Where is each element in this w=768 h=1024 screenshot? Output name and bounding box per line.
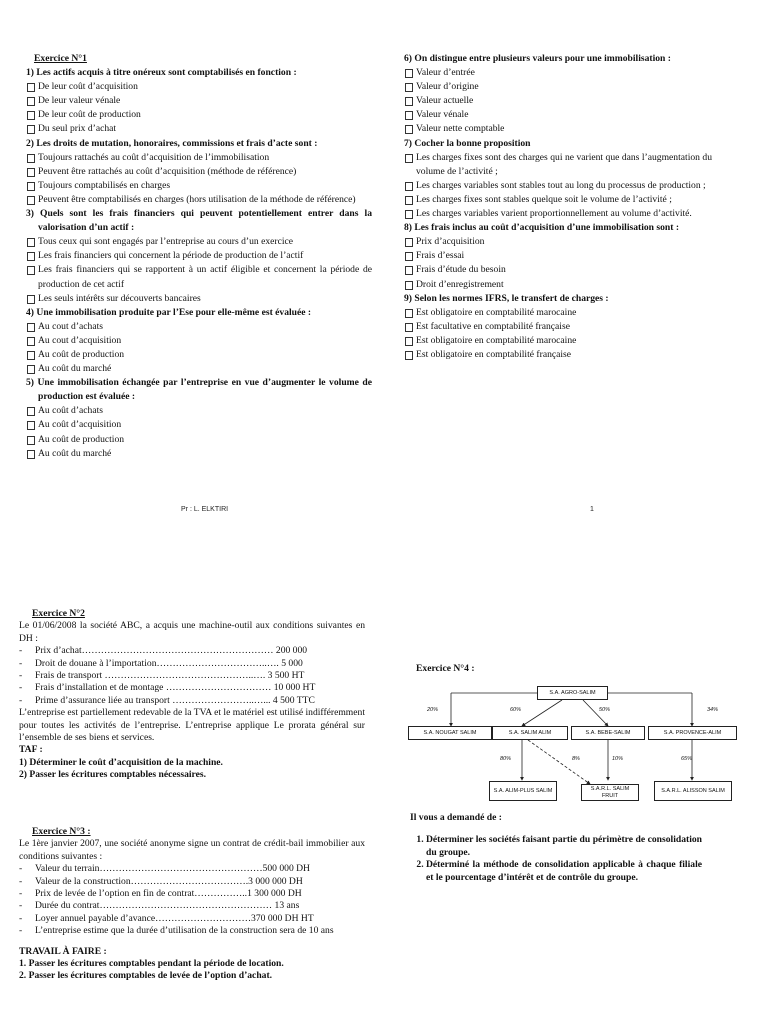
option-checkbox[interactable]: Au coût du marché [26, 362, 372, 376]
org-chart [405, 683, 765, 808]
org-box-subsidiary: S.A. ALIM-PLUS SALIM [489, 781, 557, 801]
question-4: 4) Une immobilisation produite par l’Ese pour elle-même est évaluée : [26, 306, 312, 318]
list-item: - Frais d’installation et de montage …………………………… 10 000 HT [19, 682, 316, 694]
option-checkbox[interactable]: Peuvent être comptabilisés en charges (hors utilisation de la méthode de référence) [26, 193, 372, 207]
option-checkbox[interactable]: Frais d’étude du besoin [404, 263, 712, 277]
ownership-percentage: 50% [599, 707, 611, 713]
question-6: 6) On distingue entre plusieurs valeurs pour une immobilisation : [404, 53, 671, 64]
option-checkbox[interactable]: Les charges fixes sont stables quelque soit le volume de l’activité ; [404, 193, 712, 207]
exercise-3-title: Exercice N°3 : [32, 826, 91, 837]
org-box-subsidiary: S.A. SALIM ALIM [492, 726, 568, 740]
ownership-percentage: 10% [612, 756, 624, 762]
option-checkbox[interactable]: Valeur d’entrée [404, 66, 712, 80]
list-item: - L’entreprise estime que la durée d’utilisation de la construction sera de 10 ans [19, 925, 334, 937]
option-checkbox[interactable]: De leur valeur vénale [26, 94, 372, 108]
exercise-2-title: Exercice N°2 [32, 608, 85, 619]
option-checkbox[interactable]: Les charges variables varient proportionnellement au volume d’activité. [404, 207, 712, 221]
option-checkbox[interactable]: Est facultative en comptabilité française [404, 320, 712, 334]
exercise-2 [19, 608, 365, 782]
exercise-3-task-1: 1. Passer les écritures comptables pendant la période de location. [19, 958, 284, 970]
option-checkbox[interactable]: Valeur nette comptable [404, 122, 712, 136]
question-3: 3) Quels sont les frais financiers qui peuvent potentiellement entrer dans la valorisation d’un actif : [26, 208, 372, 234]
list-item: - Valeur du terrain……………………………………………500 000 DH [19, 863, 310, 875]
exercise-3-taf: TRAVAIL À FAIRE : [19, 945, 107, 957]
exercise-3 [19, 826, 365, 983]
option-checkbox[interactable]: Au coût de production [26, 433, 372, 447]
org-box-subsidiary: S.A.R.L. ALISSON SALIM [654, 781, 732, 801]
option-checkbox[interactable]: De leur coût de production [26, 108, 372, 122]
option-checkbox[interactable]: Les charges fixes sont des charges qui ne varient que dans l’augmentation du volume de l’activité ; [404, 151, 712, 179]
option-checkbox[interactable]: Valeur d’origine [404, 80, 712, 94]
exercise-2-task-2: 2) Passer les écritures comptables nécessaires. [19, 769, 207, 781]
exercise-2-taf: TAF : [19, 744, 43, 756]
question-1: 1) Les actifs acquis à titre onéreux sont comptabilisés en fonction : [26, 67, 297, 79]
option-checkbox[interactable]: Tous ceux qui sont engagés par l’entreprise au cours d’un exercice [26, 235, 372, 249]
option-checkbox[interactable]: Valeur vénale [404, 108, 712, 122]
question-9: 9) Selon les normes IFRS, le transfert de charges : [404, 292, 609, 304]
org-box-subsidiary: S.A. NOUGAT SALIM [408, 726, 492, 740]
list-item: - Prime d’assurance liée au transport ……………………..…... 4 500 TTC [19, 694, 315, 706]
ownership-percentage: 20% [427, 707, 439, 713]
option-checkbox[interactable]: Est obligatoire en comptabilité française [404, 348, 712, 362]
question-2: 2) Les droits de mutation, honoraires, commissions et frais d’acte sont : [26, 137, 318, 149]
exercise-1-title: Exercice N°1 [34, 53, 87, 64]
exercise-2-text: L’entreprise est partiellement redevable de la TVA et le matériel est utilisé indifféremment pour toutes les activités de l’entreprise. L’entreprise applique Le prorata général sur l’ensemble de ses biens et services. [19, 707, 365, 744]
exercise-2-intro: Le 01/06/2008 la société ABC, a acquis une machine-outil aux conditions suivantes en DH : [19, 620, 365, 644]
exercise-3-task-2: 2. Passer les écritures comptables de levée de l’option d’achat. [19, 970, 273, 982]
exercise-4-task-2: 2. Déterminé la méthode de consolidation applicable à chaque filiale et le pourcentage d’intérêt et de contrôle du groupe. [426, 859, 702, 884]
option-checkbox[interactable]: Est obligatoire en comptabilité marocaine [404, 334, 712, 348]
question-7: 7) Cocher la bonne proposition [404, 137, 531, 149]
option-checkbox[interactable]: Peuvent être rattachés au coût d’acquisition (méthode de référence) [26, 165, 372, 179]
option-checkbox[interactable]: Au coût d’achats [26, 404, 372, 418]
list-item: - Valeur de la construction……………………………….3 000 000 DH [19, 875, 303, 887]
footer-author: Pr : L. ELKTIRI [181, 506, 229, 513]
list-item: - Durée du contrat……………………………………………… 13 ans [19, 900, 300, 912]
org-box-subsidiary: S.A.R.L. SALIM FRUIT [581, 784, 639, 801]
option-checkbox[interactable]: Toujours rattachés au coût d’acquisition de l’immobilisation [26, 151, 372, 165]
list-item: - Droit de douane à l’importation……………………………..…. 5 000 [19, 657, 303, 669]
ownership-percentage: 60% [510, 707, 522, 713]
exercise-1-left-column [26, 52, 372, 461]
exercise-4-asked: Il vous a demandé de : [410, 812, 502, 823]
option-checkbox[interactable]: Les frais financiers qui se rapportent à un actif éligible et concernent la période de production de cet actif [26, 263, 372, 291]
option-checkbox[interactable]: Les charges variables sont stables tout au long du processus de production ; [404, 179, 712, 193]
ownership-percentage: 8% [572, 756, 580, 762]
list-item: - Prix d’achat…………………………………………………… 200 000 [19, 645, 308, 657]
exercise-4-task-1: 1. Déterminer les sociétés faisant partie du périmètre de consolidation du groupe. [426, 834, 702, 859]
exercise-4-title: Exercice N°4 : [416, 663, 475, 674]
option-checkbox[interactable]: Au cout d’acquisition [26, 334, 372, 348]
org-box-subsidiary: S.A. BEBE-SALIM [571, 726, 645, 740]
option-checkbox[interactable]: Les frais financiers qui concernent la période de production de l’actif [26, 249, 372, 263]
option-checkbox[interactable]: Les seuls intérêts sur découverts bancaires [26, 292, 372, 306]
org-box-subsidiary: S.A. PROVENCE-ALIM [648, 726, 737, 740]
option-checkbox[interactable]: Frais d’essai [404, 249, 712, 263]
exercise-4-text [410, 812, 702, 884]
list-item: - Prix de levée de l’option en fin de contrat……………..1 300 000 DH [19, 888, 302, 900]
footer-page-number: 1 [590, 506, 594, 513]
option-checkbox[interactable]: Au cout d’achats [26, 320, 372, 334]
ownership-percentage: 80% [500, 756, 512, 762]
exercise-2-task-1: 1) Déterminer le coût d’acquisition de la machine. [19, 756, 223, 768]
question-8: 8) Les frais inclus au coût d’acquisition d’une immobilisation sont : [404, 222, 680, 234]
option-checkbox[interactable]: Prix d’acquisition [404, 235, 712, 249]
option-checkbox[interactable]: Toujours comptabilisés en charges [26, 179, 372, 193]
exercise-1-right-column [404, 52, 712, 362]
option-checkbox[interactable]: Au coût d’acquisition [26, 418, 372, 432]
list-item: - Loyer annuel payable d’avance…………………………370 000 DH HT [19, 912, 314, 924]
ownership-percentage: 34% [707, 707, 719, 713]
exercise-3-intro: Le 1ère janvier 2007, une société anonyme signe un contrat de crédit-bail immobilier aux conditions suivantes : [19, 838, 365, 862]
option-checkbox[interactable]: Au coût du marché [26, 447, 372, 461]
option-checkbox[interactable]: Au coût de production [26, 348, 372, 362]
list-item: - Frais de transport ………………………………………..…. 3 500 HT [19, 670, 305, 682]
option-checkbox[interactable]: De leur coût d’acquisition [26, 80, 372, 94]
option-checkbox[interactable]: Du seul prix d’achat [26, 122, 372, 136]
org-box-parent: S.A. AGRO-SALIM [537, 686, 608, 700]
option-checkbox[interactable]: Valeur actuelle [404, 94, 712, 108]
option-checkbox[interactable]: Est obligatoire en comptabilité marocaine [404, 306, 712, 320]
ownership-percentage: 65% [681, 756, 693, 762]
question-5: 5) Une immobilisation échangée par l’entreprise en vue d’augmenter le volume de production est évaluée : [26, 377, 372, 403]
option-checkbox[interactable]: Droit d’enregistrement [404, 278, 712, 292]
